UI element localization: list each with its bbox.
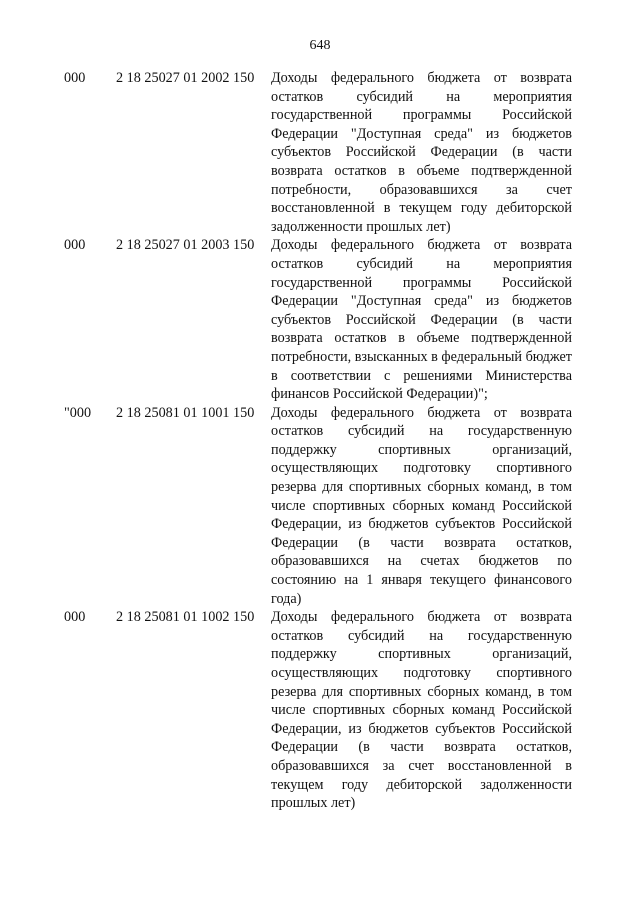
income-description: Доходы федерального бюджета от возврата остатков субсидий на государственную поддержку спортивных организаций, осуществляющих подготовку спортивного резерва для спортивных сборных команд, в том числе спортивных сборных команд Российской Федерации, из бюджетов субъектов Российской Федерации (в части возврата остатков, образовавшихся на счетах бюджетов по состоянию на 1 января текущего финансового года) [271,404,572,607]
admin-code: 000 [64,609,86,626]
budget-classification-code: 2 18 25027 01 2002 150 [116,70,255,86]
admin-code: 000 [64,237,86,254]
table-row [0,236,640,403]
page-number: 648 [309,38,331,53]
table-row [0,608,640,813]
admin-code: "000 [64,404,92,421]
income-description: Доходы федерального бюджета от возврата остатков субсидий на мероприятия государственной программы Российской Федерации "Доступная среда" из бюджетов субъектов Российской Федерации (в части возврата остатков в объеме подтвержденной потребности, взысканных в федеральный бюджет в соответствии с решениями Министерства финансов Российской Федерации)"; [271,237,572,403]
budget-classification-code: 2 18 25081 01 1002 150 [116,609,255,626]
table-row [0,69,640,236]
admin-code: 000 [64,70,86,86]
income-description: Доходы федерального бюджета от возврата остатков субсидий на мероприятия государственной программы Российской Федерации "Доступная среда" из бюджетов субъектов Российской Федерации (в части возврата остатков в объеме подтвержденной потребности, образовавшихся за счет восстановленной в текущем году дебиторской задолженности прошлых лет) [271,70,572,235]
budget-classification-code: 2 18 25027 01 2003 150 [116,237,255,254]
income-description: Доходы федерального бюджета от возврата остатков субсидий на государственную поддержку спортивных организаций, осуществляющих подготовку спортивного резерва для спортивных сборных команд, в том числе спортивных сборных команд Российской Федерации, из бюджетов субъектов Российской Федерации (в части возврата остатков, образовавшихся за счет восстановленной в текущем году дебиторской задолженности прошлых лет) [271,609,572,812]
budget-classification-code: 2 18 25081 01 1001 150 [116,404,255,421]
table-row [0,404,640,609]
budget-code-table [0,69,640,813]
